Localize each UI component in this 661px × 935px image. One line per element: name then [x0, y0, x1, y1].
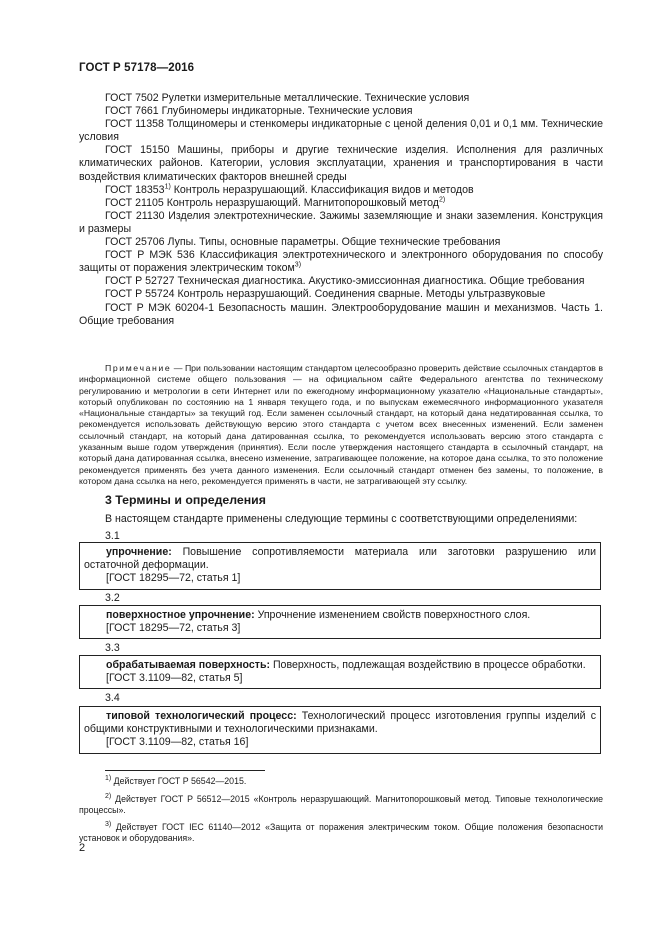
- note-text: — При пользовании настоящим стандартом целесообразно проверить действие ссылочных стандартов в информационной системе общего пользования — на официальном сайте Федерального агентства по техническому регулированию и метрологии в сети Интернет или по ежегодному информационному указателю «Национальные стандарты», который опубликован по состоянию на 1 января текущего года, и по выпускам ежемесячного информационного указателя «Национальные стандарты» за текущий год. Если заменен ссылочный стандарт, на который дана недатированная ссылка, то рекомендуется использовать действующую версию этого стандарта с учетом всех внесенных изменений. Если заменен ссылочный стандарт, на который дана датированная ссылка, то рекомендуется использовать версию этого стандарта с указанным выше годом утверждения (принятия). Если после утверждения настоящего стандарта в ссылочный стандарт, на который дана датированная ссылка, внесено изменение, затрагивающее положение, на которое дана ссылка, то это положение рекомендуется применять без учета данного изменения. Если ссылочный стандарт отменен без замены, то положение, в котором дана ссылка на него, рекомендуется применять в части, не затрагивающей эту ссылку.: [79, 363, 603, 486]
- term-number: 3.3: [105, 642, 120, 654]
- term-source: [ГОСТ 3.1109—82, статья 16]: [106, 736, 249, 749]
- footnote: $^{3)}$ Действует ГОСТ IEC 61140—2012 «Защита от поражения электрическим током. Общие положения безопасности установок и оборудования».: [79, 821, 603, 844]
- reference-item: ГОСТ 21130 Изделия электротехнические. Зажимы заземляющие и знаки заземления. Конструкция и размеры: [79, 209, 603, 235]
- term-definition: Поверхность, подлежащая воздействию в процессе обработки.: [270, 659, 586, 671]
- note-label: Примечание: [105, 363, 172, 373]
- term-definition: Повышение сопротивляемости материала или заготовки разрушению или остаточной деформации.: [84, 546, 596, 572]
- reference-item: ГОСТ Р МЭК 536 Классификация электротехнического и электронного оборудования по способу защиты от поражения электрическим током$^{3)}$: [79, 249, 603, 275]
- footnote-ref: 1): [164, 183, 171, 191]
- page-header: ГОСТ Р 57178—2016: [79, 62, 195, 74]
- footnote-ref: 3): [294, 261, 302, 269]
- reference-list: [79, 92, 603, 328]
- term-box: [79, 542, 601, 590]
- reference-item: ГОСТ 21105 Контроль неразрушающий. Магнитопорошковый метод$^{2)}$: [105, 196, 446, 209]
- term-definition: Упрочнение изменением свойств поверхностного слоя.: [254, 609, 531, 621]
- footnote: $^{1)}$ Действует ГОСТ Р 56542—2015.: [105, 775, 247, 786]
- reference-item: ГОСТ Р 52727 Техническая диагностика. Акустико-эмиссионная диагностика. Общие требования: [105, 275, 585, 288]
- footnote-separator: [105, 770, 265, 771]
- page-number: 2: [79, 842, 86, 854]
- term-number: 3.2: [105, 592, 120, 604]
- reference-item: ГОСТ 18353$^{1)}$ Контроль неразрушающий. Классификация видов и методов: [105, 183, 474, 196]
- term-box: [79, 655, 601, 689]
- term-box: [79, 605, 601, 639]
- section-intro: В настоящем стандарте применены следующие термины с соответствующими определениями:: [105, 513, 578, 525]
- term-source: [ГОСТ 18295—72, статья 1]: [106, 572, 241, 585]
- note-block: [79, 363, 603, 487]
- term-source: [ГОСТ 3.1109—82, статья 5]: [106, 672, 243, 685]
- footnote-ref: 2): [438, 196, 446, 204]
- reference-item: ГОСТ 15150 Машины, приборы и другие технические изделия. Исполнения для различных климатических районов. Категории, условия эксплуатации, хранения и транспортирования в части воздействия климатических факторов внешней среды: [79, 144, 603, 183]
- reference-item: ГОСТ Р 55724 Контроль неразрушающий. Соединения сварные. Методы ультразвуковые: [105, 288, 546, 301]
- footnote: $^{2)}$ Действует ГОСТ Р 56512—2015 «Контроль неразрушающий. Магнитопорошковый метод. Типовые технологические процессы».: [79, 793, 603, 816]
- term-source: [ГОСТ 18295—72, статья 3]: [106, 622, 241, 635]
- section-title: 3 Термины и определения: [105, 493, 266, 507]
- term-box: [79, 706, 601, 754]
- reference-item: ГОСТ Р МЭК 60204-1 Безопасность машин. Электрооборудование машин и механизмов. Часть 1. Общие требования: [79, 301, 603, 327]
- reference-item: ГОСТ 7661 Глубиномеры индикаторные. Технические условия: [105, 105, 413, 118]
- term-name: упрочнение:: [106, 546, 172, 558]
- footnote-mark: 2): [105, 793, 112, 801]
- term-number: 3.1: [105, 530, 120, 542]
- term-name: обрабатываемая поверхность:: [106, 659, 270, 671]
- term-number: 3.4: [105, 692, 120, 704]
- reference-item: ГОСТ 11358 Толщиномеры и стенкомеры индикаторные с ценой деления 0,01 и 0,1 мм. Технические условия: [79, 118, 603, 144]
- reference-item: ГОСТ 7502 Рулетки измерительные металлические. Технические условия: [105, 92, 470, 104]
- reference-item: ГОСТ 25706 Лупы. Типы, основные параметры. Общие технические требования: [105, 236, 501, 249]
- term-name: типовой технологический процесс:: [106, 710, 297, 722]
- footnote-mark: 1): [105, 775, 112, 783]
- footnote-mark: 3): [105, 821, 112, 829]
- term-name: поверхностное упрочнение:: [106, 609, 255, 621]
- term-definition: Технологический процесс изготовления группы изделий с общими конструктивными и технологическими признаками.: [84, 710, 597, 736]
